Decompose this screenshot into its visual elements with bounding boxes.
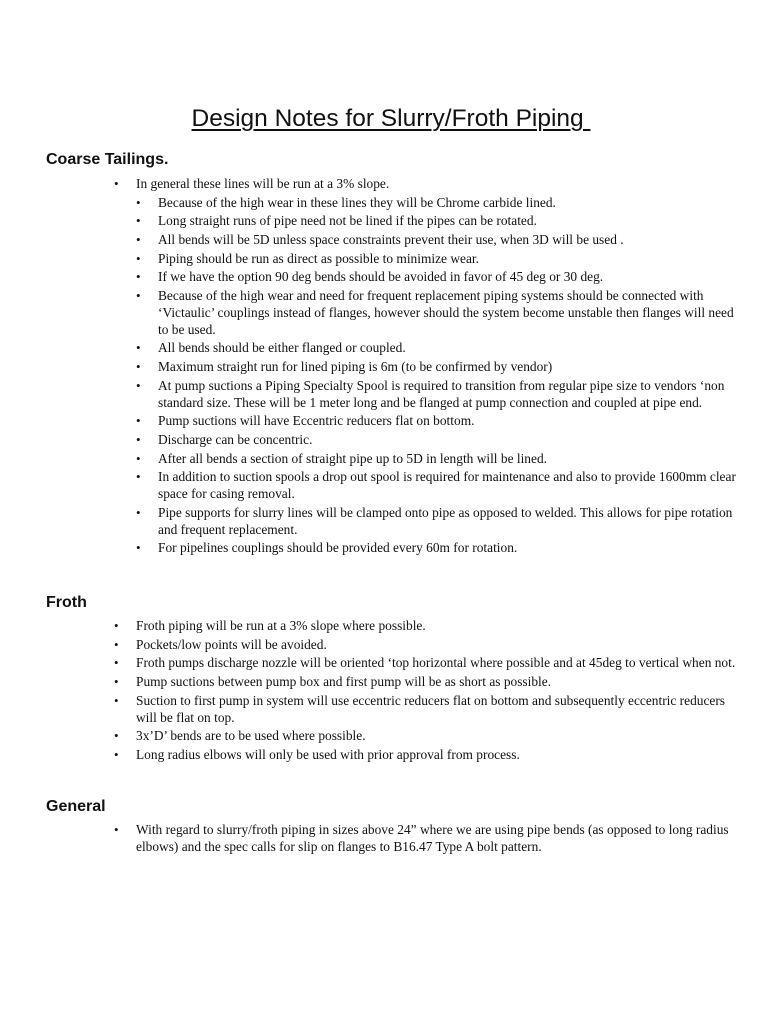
list-item: • Pockets/low points will be avoided. xyxy=(136,637,736,654)
list-item: • Pump suctions between pump box and first pump will be as short as possible. xyxy=(136,674,736,691)
list-item: • All bends should be either flanged or coupled. xyxy=(158,340,743,357)
list-item: • Because of the high wear in these lines they will be Chrome carbide lined. xyxy=(158,195,743,212)
list-item: • Froth pumps discharge nozzle will be oriented ‘top horizontal where possible and at 45deg to vertical when not. xyxy=(136,655,736,672)
list-item: • Pump suctions will have Eccentric reducers flat on bottom. xyxy=(158,413,743,430)
list-item: • Maximum straight run for lined piping is 6m (to be confirmed by vendor) xyxy=(158,359,743,376)
froth-list xyxy=(136,618,736,766)
section-heading-general: General xyxy=(46,798,106,815)
list-item: • For pipelines couplings should be provided every 60m for rotation. xyxy=(158,540,743,557)
section-heading-coarse-tailings: Coarse Tailings. xyxy=(46,151,169,168)
list-item: • Long radius elbows will only be used with prior approval from process. xyxy=(136,747,736,764)
list-item: • After all bends a section of straight pipe up to 5D in length will be lined. xyxy=(158,451,743,468)
list-item: • Discharge can be concentric. xyxy=(158,432,743,449)
list-item: • Piping should be run as direct as possible to minimize wear. xyxy=(158,251,743,268)
document-title: Design Notes for Slurry/Froth Piping xyxy=(191,105,591,132)
list-item: • In general these lines will be run at a 3% slope. xyxy=(136,176,741,193)
coarse-tailings-list xyxy=(158,195,743,559)
coarse-tailings-intro-list xyxy=(136,176,741,195)
list-item: • All bends will be 5D unless space constraints prevent their use, when 3D will be used . xyxy=(158,232,743,249)
general-list xyxy=(136,822,736,857)
list-item: • Suction to first pump in system will use eccentric reducers flat on bottom and subsequently eccentric reducers will be flat on top. xyxy=(136,693,736,727)
list-item: • Long straight runs of pipe need not be lined if the pipes can be rotated. xyxy=(158,213,743,230)
section-heading-froth: Froth xyxy=(46,594,87,611)
list-item: • Froth piping will be run at a 3% slope where possible. xyxy=(136,618,736,635)
list-item: • Because of the high wear and need for frequent replacement piping systems should be connected with ‘Victaulic’ couplings instead of flanges, however should the system become unstable then flanges will need to be used. xyxy=(158,288,743,338)
list-item: • With regard to slurry/froth piping in sizes above 24” where we are using pipe bends (as opposed to long radius elbows) and the spec calls for slip on flanges to B16.47 Type A bolt pattern. xyxy=(136,822,736,856)
list-item: • In addition to suction spools a drop out spool is required for maintenance and also to provide 1600mm clear space for casing removal. xyxy=(158,469,743,503)
list-item: • 3x’D’ bends are to be used where possible. xyxy=(136,728,736,745)
list-item: • At pump suctions a Piping Specialty Spool is required to transition from regular pipe size to vendors ‘non standard size. These will be 1 meter long and be flanged at pump connection and coupled at pipe end. xyxy=(158,378,743,412)
list-item: • Pipe supports for slurry lines will be clamped onto pipe as opposed to welded. This allows for pipe rotation and frequent replacement. xyxy=(158,505,743,539)
list-item: • If we have the option 90 deg bends should be avoided in favor of 45 deg or 30 deg. xyxy=(158,269,743,286)
